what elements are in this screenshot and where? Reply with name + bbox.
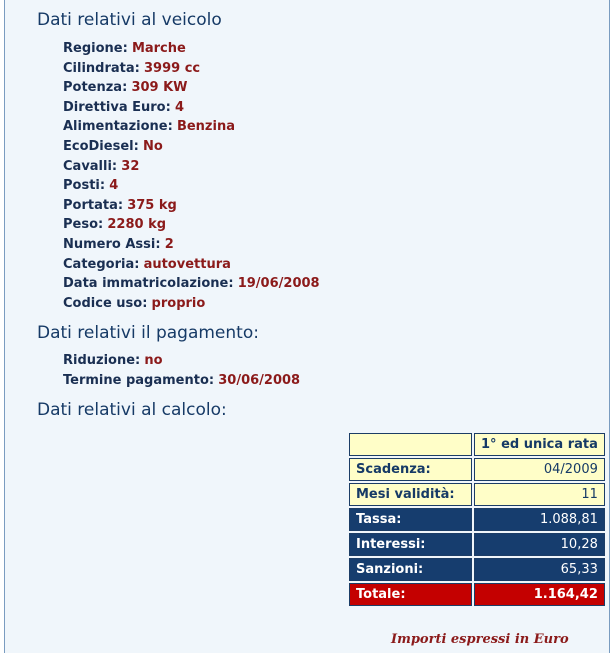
row-interessi bbox=[349, 533, 605, 556]
field-cavalli: Cavalli: 32 bbox=[63, 159, 140, 174]
currency-note: Importi espressi in Euro bbox=[391, 632, 569, 647]
row-value: 1.164,42 bbox=[474, 583, 605, 606]
row-label: Tassa: bbox=[349, 508, 472, 531]
header-empty-cell bbox=[349, 433, 472, 456]
row-label: Totale: bbox=[349, 583, 472, 606]
table-header-row bbox=[349, 433, 605, 456]
header-rate-cell: 1° ed unica rata bbox=[474, 433, 605, 456]
row-sanzioni bbox=[349, 558, 605, 581]
field-categoria: Categoria: autovettura bbox=[63, 257, 231, 272]
row-totale bbox=[349, 583, 605, 606]
field-riduzione: Riduzione: no bbox=[63, 353, 163, 368]
row-tassa bbox=[349, 508, 605, 531]
field-numero-assi: Numero Assi: 2 bbox=[63, 237, 174, 252]
field-cilindrata: Cilindrata: 3999 cc bbox=[63, 61, 201, 76]
calculation-section-title: Dati relativi al calcolo: bbox=[37, 400, 227, 420]
row-mesi-validita bbox=[349, 483, 605, 506]
row-value: 11 bbox=[474, 483, 605, 506]
row-value: 10,28 bbox=[474, 533, 605, 556]
field-potenza: Potenza: 309 KW bbox=[63, 80, 188, 95]
field-alimentazione: Alimentazione: Benzina bbox=[63, 119, 235, 134]
calculation-table bbox=[347, 431, 607, 608]
field-portata: Portata: 375 kg bbox=[63, 198, 177, 213]
row-label: Interessi: bbox=[349, 533, 472, 556]
field-regione: Regione: Marche bbox=[63, 41, 186, 56]
field-posti: Posti: 4 bbox=[63, 178, 119, 193]
field-codice-uso: Codice uso: proprio bbox=[63, 296, 206, 311]
field-termine-pagamento: Termine pagamento: 30/06/2008 bbox=[63, 373, 301, 388]
row-value: 1.088,81 bbox=[474, 508, 605, 531]
row-value: 65,33 bbox=[474, 558, 605, 581]
row-label: Scadenza: bbox=[349, 458, 472, 481]
field-ecodiesel: EcoDiesel: No bbox=[63, 139, 163, 154]
row-label: Sanzioni: bbox=[349, 558, 472, 581]
field-data-immatricolazione: Data immatricolazione: 19/06/2008 bbox=[63, 276, 320, 291]
payment-section-title: Dati relativi il pagamento: bbox=[37, 323, 259, 343]
row-scadenza bbox=[349, 458, 605, 481]
row-label: Mesi validità: bbox=[349, 483, 472, 506]
row-value: 04/2009 bbox=[474, 458, 605, 481]
vehicle-section-title: Dati relativi al veicolo bbox=[37, 10, 222, 30]
field-peso: Peso: 2280 kg bbox=[63, 217, 167, 232]
field-direttiva-euro: Direttiva Euro: 4 bbox=[63, 100, 184, 115]
